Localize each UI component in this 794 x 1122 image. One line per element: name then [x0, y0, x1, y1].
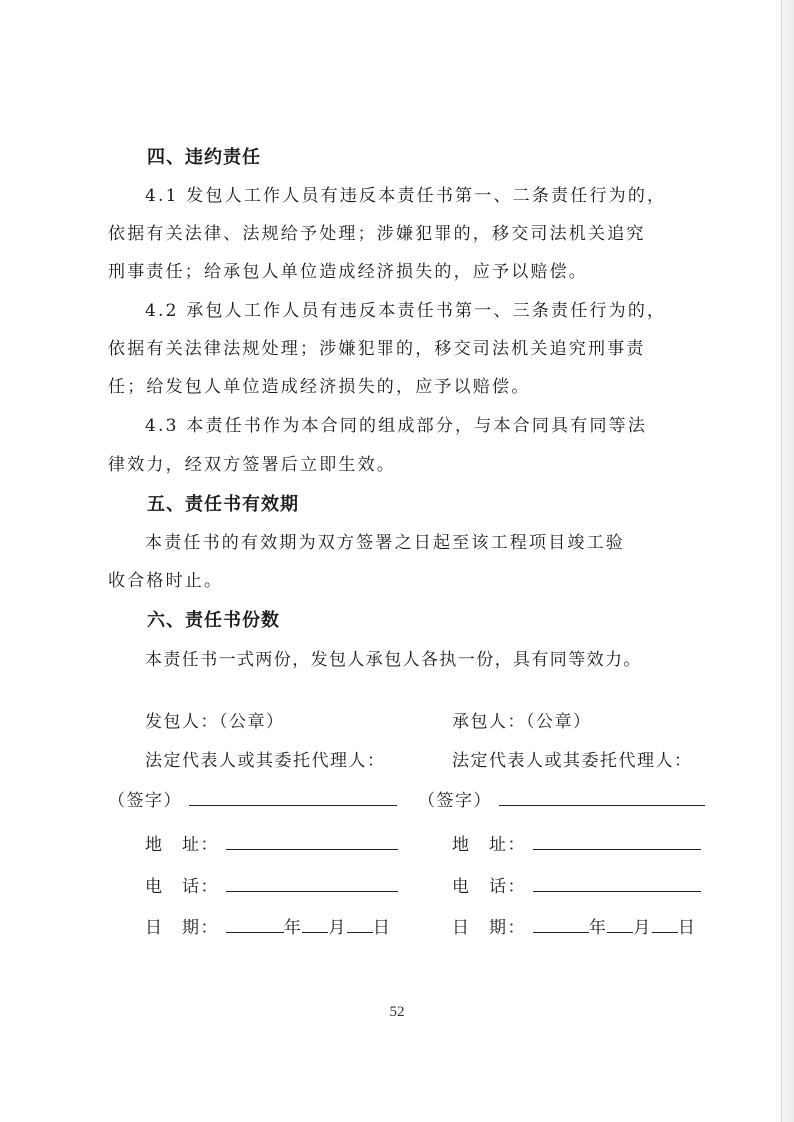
left-address-field[interactable]: [226, 835, 398, 850]
left-year-field[interactable]: [226, 918, 284, 933]
left-year-unit: 年: [283, 918, 303, 938]
left-month-field[interactable]: [302, 918, 328, 933]
section-4-2-line-3: 任；给发包人单位造成经济损失的，应予以赔偿。: [108, 377, 531, 397]
section-4-2-line-1: 4.2 承包人工作人员有违反本责任书第一、三条责任行为的，: [145, 301, 667, 321]
right-phone-field[interactable]: [533, 877, 701, 892]
section-4-1-line-3: 刑事责任；给承包人单位造成经济损失的，应予以赔偿。: [108, 262, 588, 282]
right-representative-label: 法定代表人或其委托代理人：: [452, 751, 693, 771]
right-month-unit: 月: [633, 918, 652, 938]
left-address-label: 地 址：: [145, 835, 219, 855]
right-year-unit: 年: [588, 918, 608, 938]
right-date-row: [452, 913, 696, 938]
left-date-row: [145, 913, 391, 938]
left-month-unit: 月: [328, 918, 347, 938]
right-date-label: 日 期：: [452, 918, 526, 938]
right-year-field[interactable]: [533, 918, 589, 933]
section-4-2-line-2: 依据有关法律法规处理；涉嫌犯罪的，移交司法机关追究刑事责: [108, 339, 646, 359]
scan-edge-line: [781, 0, 782, 1122]
left-signature-field[interactable]: [189, 791, 397, 806]
right-phone-label: 电 话：: [452, 877, 526, 897]
right-address-label: 地 址：: [452, 835, 526, 855]
right-address-field[interactable]: [533, 835, 701, 850]
section-4-1-line-2: 依据有关法律、法规给予处理；涉嫌犯罪的，移交司法机关追究: [108, 224, 646, 244]
right-signature-field[interactable]: [499, 791, 705, 806]
left-signature-label: （签字）: [108, 791, 182, 811]
left-party-seal: 发包人：（公章）: [145, 712, 285, 732]
section-6-line-1: 本责任书一式两份，发包人承包人各执一份，具有同等效力。: [145, 650, 642, 670]
scan-margin: [782, 0, 794, 1122]
right-phone-row: [452, 872, 701, 897]
left-phone-label: 电 话：: [145, 877, 219, 897]
right-party-seal: 承包人：（公章）: [452, 712, 592, 732]
section-4-heading: 四、违约责任: [147, 147, 261, 168]
right-address-row: [452, 830, 701, 855]
left-day-unit: 日: [372, 918, 392, 938]
section-4-3-line-1: 4.3 本责任书作为本合同的组成部分，与本合同具有同等法: [145, 416, 648, 436]
right-month-field[interactable]: [607, 918, 633, 933]
left-date-label: 日 期：: [145, 918, 219, 938]
right-day-field[interactable]: [652, 918, 678, 933]
left-phone-row: [145, 872, 398, 897]
section-4-3-line-2: 律效力，经双方签署后立即生效。: [108, 455, 396, 475]
section-5-heading: 五、责任书有效期: [147, 494, 299, 515]
section-5-line-1: 本责任书的有效期为双方签署之日起至该工程项目竣工验: [145, 533, 625, 553]
section-5-line-2: 收合格时止。: [108, 571, 224, 591]
left-representative-label: 法定代表人或其委托代理人：: [145, 751, 386, 771]
right-signature-row: [418, 786, 705, 811]
right-signature-label: （签字）: [418, 791, 492, 811]
section-4-1-line-1: 4.1 发包人工作人员有违反本责任书第一、二条责任行为的，: [145, 186, 667, 206]
right-day-unit: 日: [677, 918, 697, 938]
left-phone-field[interactable]: [226, 877, 398, 892]
left-address-row: [145, 830, 398, 855]
left-signature-row: [108, 786, 397, 811]
page-number: 52: [389, 1004, 405, 1020]
section-6-heading: 六、责任书份数: [147, 610, 280, 631]
left-day-field[interactable]: [347, 918, 373, 933]
